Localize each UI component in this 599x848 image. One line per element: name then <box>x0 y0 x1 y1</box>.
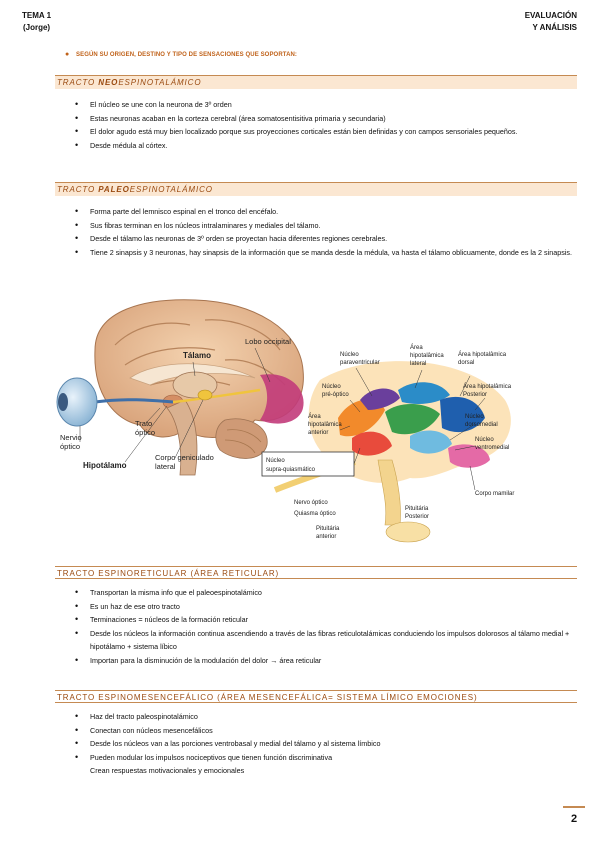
label-nervo-optico: Nervo óptico <box>294 500 328 506</box>
list-item <box>55 205 575 219</box>
bullet-icon: • <box>75 99 79 109</box>
list-item <box>55 232 575 246</box>
list-paleo <box>55 205 575 259</box>
list-item <box>55 98 575 112</box>
label-corpo-1: Corpo geniculado <box>155 453 214 462</box>
label-lobo-occipital: Lobo occipital <box>245 337 291 346</box>
header-right <box>525 10 577 34</box>
label-dorsomedial-2: dorsomedial <box>465 422 498 428</box>
bullet-icon: • <box>75 246 79 257</box>
label-paraventricular-2: paraventricular <box>340 360 380 366</box>
label-lateral-3: lateral <box>410 361 427 367</box>
label-ventromedial-2: ventromedial <box>475 445 510 451</box>
list-item-text: Pueden modular los impulsos nociceptivos que tienen función discriminativa <box>90 752 333 762</box>
label-dorsomedial-1: Núcleo <box>465 414 484 420</box>
label-pit-ant-1: Pituitária <box>316 526 340 532</box>
label-dorsal-1: Área hipotalâmica <box>458 352 507 358</box>
bullet-icon: • <box>75 233 79 244</box>
label-preoptico-1: Núcleo <box>322 384 341 390</box>
list-item-text: Sus fibras terminan en los núcleos intralaminares y mediales del tálamo. <box>90 220 321 230</box>
list-item-text: Haz del tracto paleospinotalámico <box>90 712 198 721</box>
label-supra-1: Núcleo <box>266 458 285 464</box>
label-dorsal-2: dorsal <box>458 360 475 366</box>
list-item <box>55 710 575 724</box>
list-reticular <box>55 586 575 668</box>
bullet-icon: • <box>75 654 79 665</box>
list-item <box>55 737 575 751</box>
list-item-text: Terminaciones = núcleos de la formación reticular <box>90 615 249 625</box>
list-item <box>55 586 575 600</box>
intro-line <box>65 51 298 58</box>
bullet-icon: • <box>75 126 79 137</box>
label-posterior-1: Área hipotalâmica <box>463 384 512 390</box>
list-item-text: Desde los núcleos la información continua ascendiendo a través de las fibras reticulotalámicas conduciendo los impulsos dolorosos al tálamo medial + hipotálamo + sistema líbico <box>90 628 570 652</box>
label-paraventricular-1: Núcleo <box>340 352 359 358</box>
section-title-neo <box>55 75 577 89</box>
label-lateral-2: hipotalâmica <box>410 353 444 359</box>
title-bold: PALEO <box>98 185 130 194</box>
section-title-reticular <box>55 566 577 579</box>
list-item <box>55 219 575 233</box>
bullet-icon: • <box>75 219 79 230</box>
list-item-text: Crean respuestas motivacionales y emocionales <box>90 766 245 776</box>
label-pit-post-2: Posterior <box>405 514 430 520</box>
list-item <box>55 246 575 260</box>
title-post: ESPINOTALÁMICO <box>129 185 213 194</box>
list-item-text: El dolor agudo está muy bien localizado porque sus proyecciones corticales están bien definidas y con campos sensoriales pequeños. <box>90 127 518 137</box>
label-nervio-1: Nervio <box>60 433 82 442</box>
label-preoptico-2: pré-óptico <box>322 392 349 398</box>
label-anterior-3: anterior <box>308 430 329 436</box>
label-pit-post-1: Pituitária <box>405 506 429 512</box>
list-item-text: Desde los núcleos van a las porciones ventrobasal y medial del tálamo y al sistema límbico <box>90 739 381 749</box>
title-bold: NEO <box>98 78 119 87</box>
intro-text: SEGÚN SU ORIGEN, DESTINO Y TIPO DE SENSACIONES QUE SOPORTAN: <box>76 52 298 58</box>
label-pit-ant-2: anterior <box>316 534 337 540</box>
label-quiasma: Quiasma óptico <box>294 511 336 517</box>
bullet-icon: • <box>75 738 79 749</box>
list-item-text: Conectan con núcleos mesencefálicos <box>90 725 213 735</box>
bullet-icon: ● <box>65 51 70 58</box>
list-item <box>55 627 575 654</box>
header-subject-line1: EVALUACIÓN <box>524 11 577 20</box>
label-talamo: Tálamo <box>183 351 212 360</box>
label-ventromedial-1: Núcleo <box>475 437 494 443</box>
title-post: ESPINOTALÁMICO <box>118 78 202 87</box>
list-item <box>55 112 575 126</box>
list-item <box>55 654 575 668</box>
header-subject-line2: Y ANÁLISIS <box>532 23 577 32</box>
label-anterior-2: hipotalâmica <box>308 422 342 428</box>
label-trato-1: Trato <box>135 419 153 428</box>
list-item-text: Es un haz de ese otro tracto <box>90 601 180 611</box>
label-hipotalamo: Hipotálamo <box>83 461 127 470</box>
list-item <box>55 613 575 627</box>
list-item <box>55 600 575 614</box>
label-posterior-2: Posterior <box>463 392 488 398</box>
bullet-icon: • <box>75 139 79 150</box>
header-topic: TEMA 1 <box>22 11 52 20</box>
list-item <box>55 139 575 153</box>
title-text: TRACTO ESPINOMESENCEFÁLICO (ÁREA MESENCEFÁLICA= SISTEMA LÍMICO EMOCIONES) <box>57 693 478 702</box>
label-corpo-2: lateral <box>155 462 176 471</box>
bullet-icon: • <box>75 112 79 123</box>
label-supra-2: supra-quiasmático <box>266 467 316 473</box>
list-item <box>55 764 575 778</box>
list-item-text: Transportan la misma info que el paleoespinotalámico <box>90 588 262 597</box>
bullet-icon: • <box>75 627 79 638</box>
bullet-icon: • <box>75 587 79 597</box>
title-pre: TRACTO <box>57 78 99 87</box>
label-nervio-2: óptico <box>60 442 81 451</box>
list-item-text: El núcleo se une con la neurona de 3º orden <box>90 100 232 109</box>
bullet-icon: • <box>75 711 79 721</box>
title-text: TRACTO ESPINORETICULAR (ÁREA RETICULAR) <box>57 569 280 578</box>
list-item <box>55 724 575 738</box>
bullet-icon: • <box>75 206 79 216</box>
list-mesencefalico <box>55 710 575 778</box>
hypothalamus-figure <box>260 340 540 550</box>
section-title-mesencefalico <box>55 690 577 703</box>
bullet-icon: • <box>75 600 79 611</box>
bullet-icon: • <box>75 724 79 735</box>
label-lateral-1: Área <box>410 345 423 351</box>
bullet-icon: • <box>75 751 79 762</box>
label-anterior-1: Área <box>308 414 321 420</box>
list-item <box>55 125 575 139</box>
list-item-text: Tiene 2 sinapsis y 3 neuronas, hay sinapsis de la información que se manda desde la médula, va hasta el tálamo oblicuamente, donde es la 2 sinapsis. <box>90 247 572 257</box>
list-item-text: Desde el tálamo las neuronas de 3º orden se proyectan hacia diferentes regiones cerebrales. <box>90 234 388 244</box>
list-item-text: Importan para la disminución de la modulación del dolor → área reticular <box>90 655 322 665</box>
label-trato-2: óptico <box>135 428 156 437</box>
list-neo <box>55 98 575 152</box>
list-item-text: Forma parte del lemnisco espinal en el tronco del encéfalo. <box>90 207 279 216</box>
label-corpo-mamilar: Corpo mamilar <box>475 491 515 497</box>
page-number: 2 <box>563 806 585 830</box>
bullet-icon: • <box>75 614 79 625</box>
header-author: (Jorge) <box>22 23 51 32</box>
list-item-text: Estas neuronas acaban en la corteza cerebral (área somatosentisitiva primaria y secundaria) <box>90 113 386 123</box>
title-pre: TRACTO <box>57 185 99 194</box>
header-left <box>22 10 51 34</box>
list-item <box>55 751 575 765</box>
section-title-paleo <box>55 182 577 196</box>
list-item-text: Desde médula al córtex. <box>90 140 168 150</box>
